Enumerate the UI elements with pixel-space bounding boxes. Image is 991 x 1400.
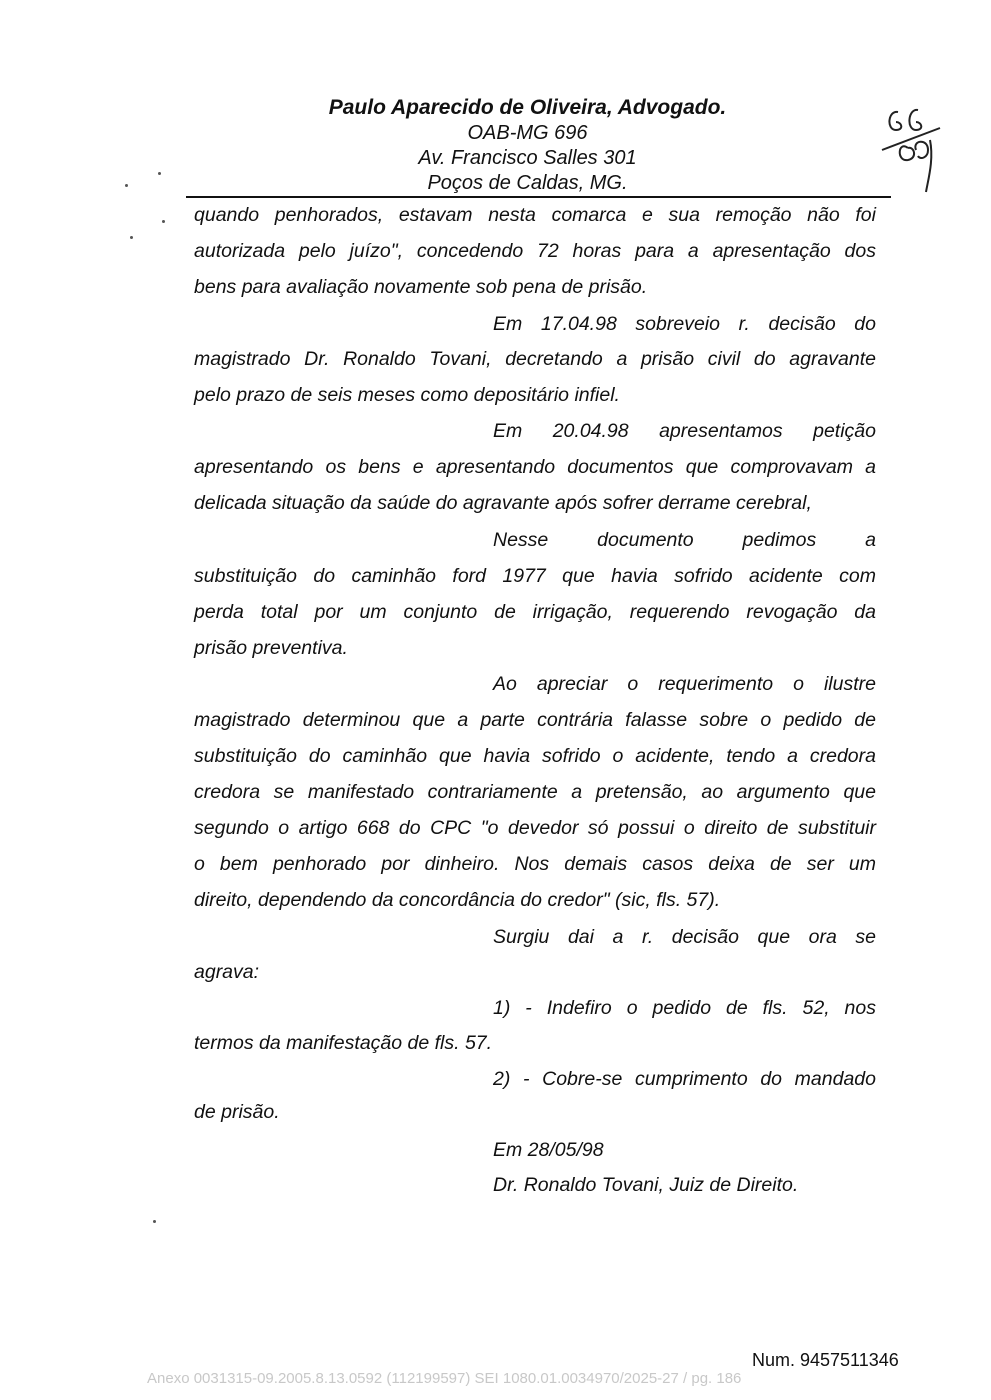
body-line: Ao apreciar o requerimento o ilustre [493,673,876,695]
body-line: magistrado determinou que a parte contrária falasse sobre o pedido de [194,709,876,731]
body-line: pelo prazo de seis meses como depositário infiel. [194,384,620,406]
decision-item-2: 2) - Cobre-se cumprimento do mandado [493,1068,876,1090]
body-line: Nesse documento pedimos a [493,529,876,551]
body-line: Em 20.04.98 apresentamos petição [493,420,876,442]
body-line: bens para avaliação novamente sob pena de prisão. [194,276,648,298]
body-line: autorizada pelo juízo", concedendo 72 horas para a apresentação dos [194,240,876,262]
scan-speck [125,184,128,187]
letterhead-city: Poços de Caldas, MG. [427,172,628,194]
body-line: de prisão. [194,1101,280,1123]
letterhead-address: Av. Francisco Salles 301 [418,147,637,169]
letterhead-name: Paulo Aparecido de Oliveira, Advogado. [328,96,727,119]
body-line: apresentando os bens e apresentando documentos que comprovavam a [194,456,876,478]
body-line: credora se manifestado contrariamente a pretensão, ao argumento que [194,781,876,803]
body-line: perda total por um conjunto de irrigação, requerendo revogação da [194,601,876,623]
body-line: quando penhorados, estavam nesta comarca e sua remoção não foi [194,204,876,226]
body-line: direito, dependendo da concordância do credor" (sic, fls. 57). [194,889,721,911]
document-number: Num. 9457511346 [752,1350,899,1370]
handwritten-page-mark [868,100,958,205]
annex-footer: Anexo 0031315-09.2005.8.13.0592 (112199597) SEI 1080.01.0034970/2025-27 / pg. 186 [147,1370,742,1387]
scan-speck [153,1220,156,1223]
body-line: segundo o artigo 668 do CPC "o devedor só possui o direito de substituir [194,817,876,839]
body-line: substituição do caminhão ford 1977 que havia sofrido acidente com [194,565,876,587]
body-line: Em 17.04.98 sobreveio r. decisão do [493,313,876,335]
body-line: substituição do caminhão que havia sofrido o acidente, tendo a credora [194,745,876,767]
scan-speck [158,172,161,175]
body-line: prisão preventiva. [194,637,348,659]
body-line: o bem penhorado por dinheiro. Nos demais casos deixa de ser um [194,853,876,875]
scan-speck [162,220,165,223]
body-line: delicada situação da saúde do agravante após sofrer derrame cerebral, [194,492,812,514]
body-line: termos da manifestação de fls. 57. [194,1032,493,1054]
scan-speck [130,236,133,239]
body-line: magistrado Dr. Ronaldo Tovani, decretando a prisão civil do agravante [194,348,876,370]
body-line: Surgiu dai a r. decisão que ora se [493,926,876,948]
header-rule [186,196,891,198]
letterhead-oab: OAB-MG 696 [467,122,588,144]
decision-signature: Dr. Ronaldo Tovani, Juiz de Direito. [493,1174,799,1196]
decision-item-1: 1) - Indefiro o pedido de fls. 52, nos [493,997,876,1019]
decision-date: Em 28/05/98 [493,1139,604,1161]
body-line: agrava: [194,961,260,983]
